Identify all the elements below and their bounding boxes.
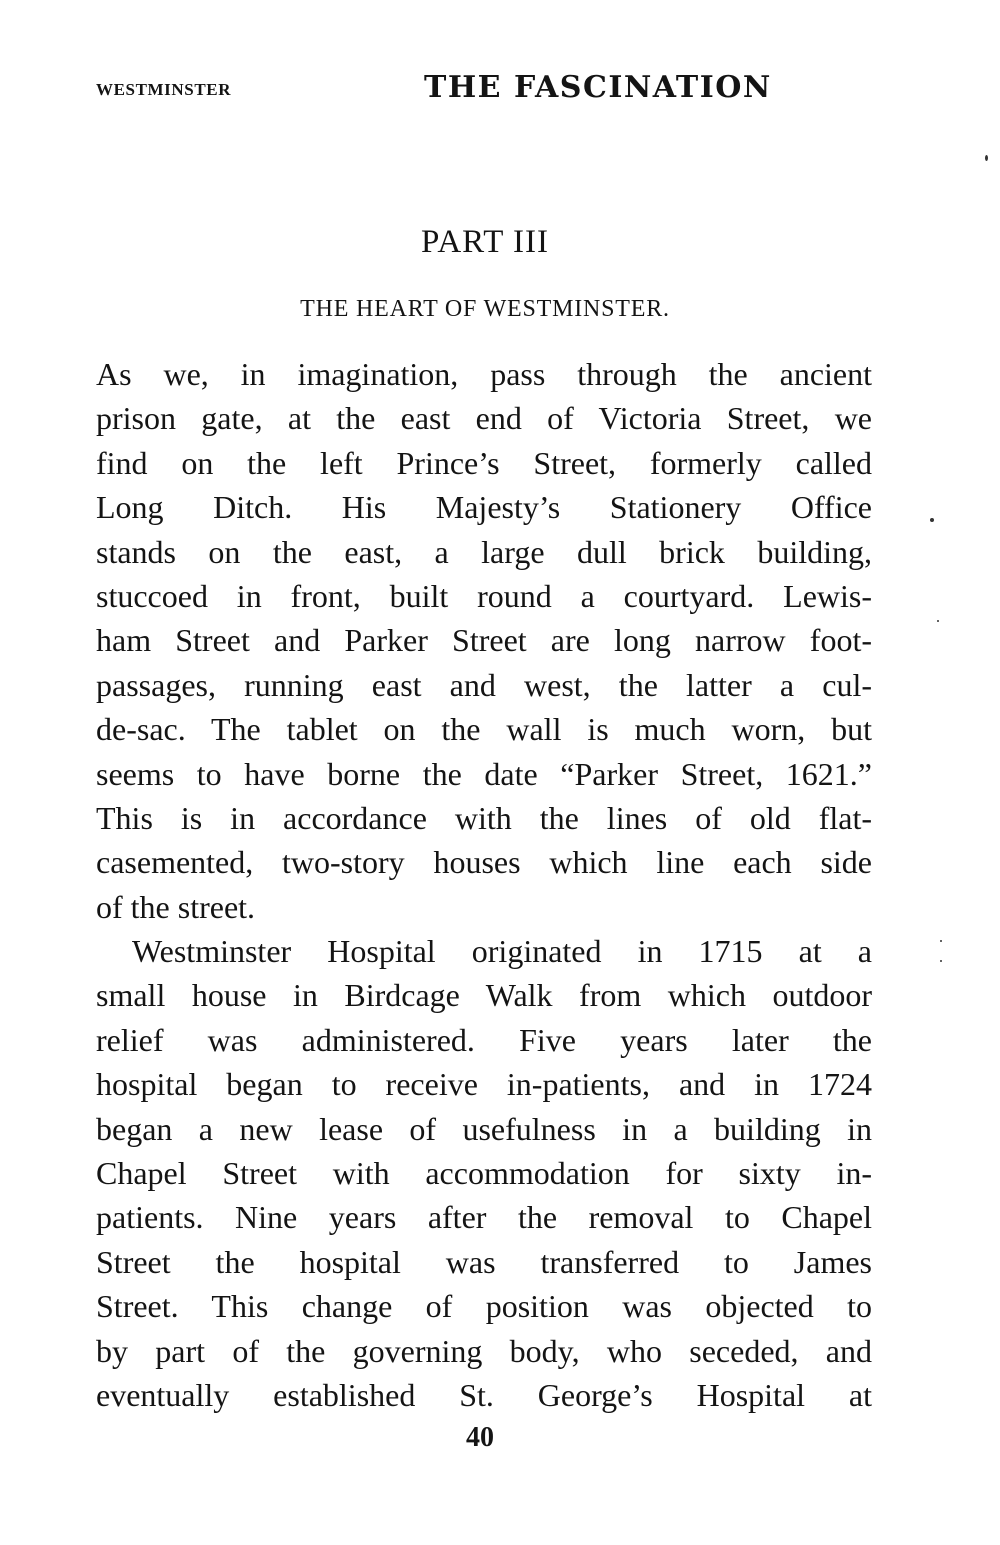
- text-line: casemented, two-story houses which line each side: [96, 844, 872, 881]
- section-heading: THE HEART OF WESTMINSTER.: [300, 296, 670, 322]
- text-line: prison gate, at the east end of Victoria Street, we: [96, 400, 872, 437]
- text-line: Chapel Street with accommodation for sixty in-: [96, 1155, 872, 1192]
- scan-speck: [985, 155, 988, 161]
- text-line: Street. This change of position was objected to: [96, 1288, 872, 1325]
- scan-speck: [940, 960, 942, 962]
- running-head-title: THE FASCINATION: [424, 70, 772, 105]
- text-line: As we, in imagination, pass through the ancient: [96, 356, 872, 392]
- part-heading: PART III: [421, 224, 549, 260]
- scan-speck: [930, 518, 934, 522]
- paragraph-2: [96, 929, 872, 1417]
- text-line: Westminster Hospital originated in 1715 at a: [132, 933, 872, 970]
- scan-speck: [940, 940, 942, 942]
- text-line: began a new lease of usefulness in a building in: [96, 1110, 872, 1147]
- body-text: [96, 352, 872, 1417]
- text-line: Street the hospital was transferred to James: [96, 1243, 872, 1280]
- text-line: Long Ditch. His Majesty’s Stationery Office: [96, 489, 872, 526]
- text-line: seems to have borne the date “Parker Street, 1621.”: [96, 755, 872, 792]
- text-line: de-sac. The tablet on the wall is much worn, but: [96, 711, 872, 748]
- running-head-left: WESTMINSTER: [96, 80, 232, 99]
- text-line: hospital began to receive in-patients, and in 1724: [96, 1066, 872, 1103]
- paragraph-1: [96, 352, 872, 929]
- text-line: of the street.: [96, 888, 256, 925]
- text-line: passages, running east and west, the latter a cul-: [96, 666, 872, 703]
- text-line: patients. Nine years after the removal to Chapel: [96, 1199, 872, 1236]
- text-line: find on the left Prince’s Street, formerly called: [96, 444, 872, 481]
- text-line: relief was administered. Five years later the: [96, 1021, 872, 1058]
- scan-speck: [937, 620, 939, 622]
- text-line: eventually established St. George’s Hospital at: [96, 1376, 872, 1413]
- page-number: 40: [466, 1422, 494, 1453]
- text-line: stuccoed in front, built round a courtyard. Lewis-: [96, 577, 872, 614]
- text-line: This is in accordance with the lines of old flat-: [96, 799, 872, 836]
- text-line: by part of the governing body, who seceded, and: [96, 1332, 872, 1369]
- text-line: ham Street and Parker Street are long narrow foot-: [96, 622, 872, 659]
- text-line: small house in Birdcage Walk from which outdoor: [96, 977, 872, 1014]
- text-line: stands on the east, a large dull brick building,: [96, 533, 872, 570]
